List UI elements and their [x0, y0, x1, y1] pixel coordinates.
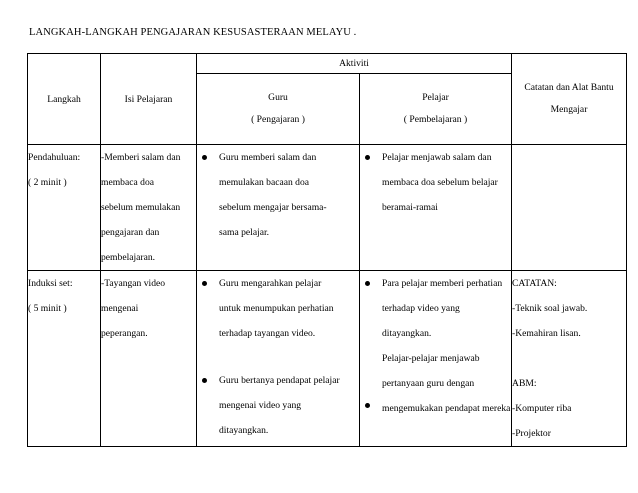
list-item: pertanyaan guru dengan: [382, 378, 475, 389]
list-item: beramai-ramai: [382, 202, 438, 213]
list-item: Pelajar-pelajar menjawab: [382, 353, 480, 364]
list-item: membaca doa sebelum belajar: [382, 177, 498, 188]
header-aktiviti: Aktiviti: [197, 54, 512, 74]
cell-line: Pendahuluan:: [28, 152, 81, 163]
row2-guru: [197, 271, 360, 447]
list-item: sebelum mengajar bersama-: [219, 202, 327, 213]
row2-isi: [101, 271, 197, 447]
document-title: LANGKAH-LANGKAH PENGAJARAN KESUSASTERAAN MELAYU .: [29, 27, 357, 38]
list-item: Para pelajar memberi perhatian: [360, 271, 511, 296]
list-item: terhadap video yang ditayangkan.: [382, 303, 460, 339]
cell-line: -Tayangan video: [101, 278, 166, 289]
cell-line: CATATAN:: [512, 278, 557, 289]
header-langkah: Langkah: [28, 54, 101, 145]
list-item: Pelajar menjawab salam dan: [360, 145, 511, 170]
header-guru: [197, 74, 360, 145]
bullet-list: [197, 271, 359, 443]
list-item: Guru memberi salam dan: [197, 145, 359, 170]
cell-line: -Komputer riba: [512, 403, 572, 414]
bullet-icon: [365, 155, 370, 160]
list-item: mengemukakan pendapat mereka: [382, 403, 511, 414]
cell-line: peperangan.: [101, 328, 148, 339]
cell-line: -Memberi salam dan: [101, 152, 181, 163]
list-item: terhadap tayangan video.: [219, 328, 316, 339]
list-item: untuk menumpukan perhatian: [219, 303, 334, 314]
row2-catatan: [512, 271, 627, 447]
cell-line: mengenai: [101, 303, 139, 314]
cell-line: [512, 346, 626, 371]
list-item: sama pelajar.: [219, 227, 270, 238]
cell-line: pengajaran dan: [101, 227, 160, 238]
row1-langkah: [28, 145, 101, 271]
list-item: ditayangkan.: [219, 425, 269, 436]
cell-line: -Projektor: [512, 428, 551, 439]
cell-line: ABM:: [512, 378, 537, 389]
header-pelajar-sub: ( Pembelajaran ): [403, 114, 468, 125]
cell-line: -Teknik soal jawab.: [512, 303, 588, 314]
bullet-icon: [202, 155, 207, 160]
bullet-list: [197, 145, 359, 245]
row1-pelajar: [360, 145, 512, 271]
bullet-icon: [365, 281, 370, 286]
cell-line: Induksi set:: [28, 278, 73, 289]
cell-line: sebelum memulakan: [101, 202, 181, 213]
list-item: Guru bertanya pendapat pelajar: [197, 368, 359, 393]
list-item: Guru mengarahkan pelajar: [197, 271, 359, 296]
bullet-icon: [202, 281, 207, 286]
cell-line: ( 5 minit ): [28, 303, 67, 314]
header-pelajar-label: Pelajar: [422, 92, 449, 103]
bullet-icon: [202, 378, 207, 383]
header-row-1: [28, 54, 627, 74]
bullet-list: [360, 271, 511, 346]
row1-guru: [197, 145, 360, 271]
table-row: [28, 271, 627, 447]
header-isi-pelajaran: Isi Pelajaran: [101, 54, 197, 145]
cell-line: ( 2 minit ): [28, 177, 67, 188]
list-item: memulakan bacaan doa: [219, 177, 310, 188]
row1-catatan: [512, 145, 627, 271]
header-guru-label: Guru: [268, 92, 288, 103]
row2-langkah: [28, 271, 101, 447]
header-catatan: Catatan dan Alat Bantu Mengajar: [512, 54, 627, 145]
lesson-plan-table: [27, 53, 627, 447]
cell-line: membaca doa: [101, 177, 155, 188]
bullet-list: [360, 145, 511, 220]
header-guru-sub: ( Pengajaran ): [251, 114, 305, 125]
row2-pelajar: [360, 271, 512, 447]
cell-line: pembelajaran.: [101, 252, 156, 263]
cell-line: -Kemahiran lisan.: [512, 328, 581, 339]
row1-isi: [101, 145, 197, 271]
header-pelajar: [360, 74, 512, 145]
table-row: [28, 145, 627, 271]
bullet-list: [360, 346, 511, 421]
list-item: mengenai video yang: [219, 400, 302, 411]
